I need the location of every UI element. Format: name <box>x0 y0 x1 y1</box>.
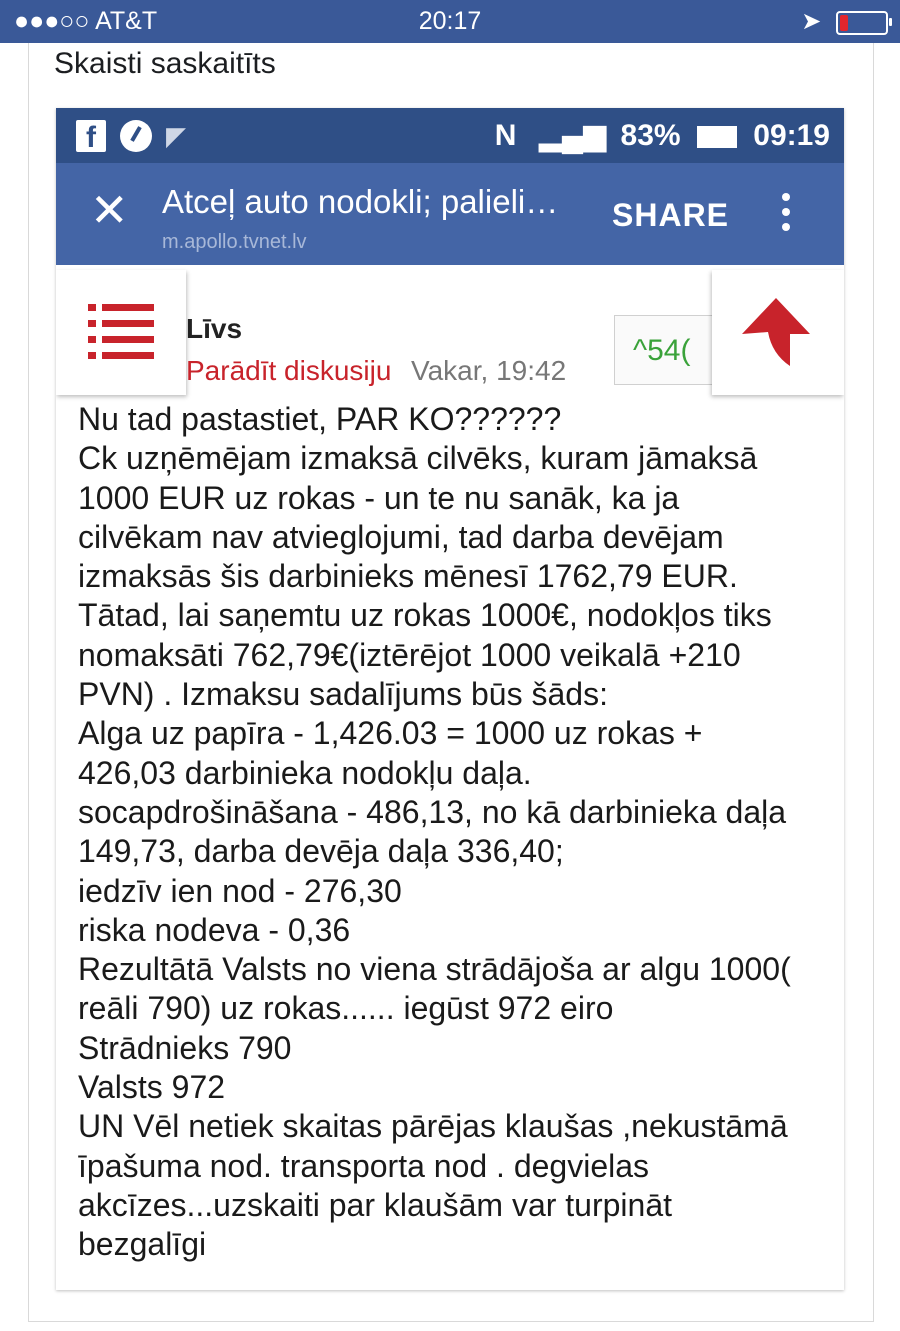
comment-line: Nu tad pastastiet, PAR KO?????? <box>78 401 562 437</box>
comment-line: Alga uz papīra - 1,426.03 = 1000 uz rokas + <box>78 715 703 752</box>
signal-icon: ▂▄▆ <box>538 119 607 152</box>
battery-icon <box>836 11 888 35</box>
arrow-up-icon <box>712 270 844 395</box>
android-status-bar <box>56 108 844 163</box>
browser-toolbar <box>56 163 844 265</box>
nfc-icon: N <box>494 119 517 152</box>
comment-line: Ck uzņēmējam izmaksā cilvēks, kuram jāmaksā <box>78 440 758 477</box>
comment-line: īpašuma nod. transporta nod . degvielas <box>78 1147 650 1184</box>
comment-line: Tātad, lai saņemtu uz rokas 1000€, nodokļos tiks <box>78 597 772 634</box>
more-options-icon[interactable] <box>782 193 790 238</box>
android-clock: 09:19 <box>753 119 830 152</box>
battery-percent: 83% <box>620 119 681 152</box>
comment-line: 426,03 darbinieka nodokļu daļa. <box>78 754 532 791</box>
close-icon[interactable]: ✕ <box>90 184 129 236</box>
page-title: Atceļ auto nodokli; palieli… <box>162 183 559 220</box>
comment-timestamp: Vakar, 19:42 <box>411 355 567 386</box>
page-url: m.apollo.tvnet.lv <box>162 231 307 253</box>
comment-line: akcīzes...uzskaiti par klaušām var turpināt <box>78 1186 673 1223</box>
clock: 20:17 <box>418 7 482 35</box>
comment-line: 149,73, darba devēja daļa 336,40; <box>78 833 564 870</box>
comment-line: cilvēkam nav atvieglojumi, tad darba devējam <box>78 518 724 555</box>
comment-line: 1000 EUR uz rokas - un te nu sanāk, ka ja <box>78 479 680 516</box>
location-arrow-icon: ➤ <box>801 8 822 35</box>
share-button[interactable]: SHARE <box>612 197 730 233</box>
comment-line: socapdrošināšana - 486,13, no kā darbinieka daļa <box>78 793 787 830</box>
comment-body <box>78 400 838 1265</box>
comment-line: UN Vēl netiek skaitas pārējas klaušas ,nekustāmā <box>78 1108 788 1145</box>
comment-line: bezgalīgi <box>78 1226 207 1263</box>
show-discussion-link[interactable]: Parādīt diskusiju <box>186 355 392 386</box>
back-to-top-button[interactable] <box>712 270 844 395</box>
comment-line: izmaksās šis darbinieks mēnesī 1762,79 EUR. <box>78 558 738 595</box>
post-text: Skaisti saskaitīts <box>54 47 276 80</box>
comment-line: Valsts 972 <box>78 1069 226 1106</box>
comment-line: iedzīv ien nod - 276,30 <box>78 872 402 909</box>
attached-screenshot[interactable] <box>56 108 844 1290</box>
status-right <box>801 7 888 36</box>
comment-line: PVN) . Izmaksu sadalījums būs šāds: <box>78 676 608 713</box>
comment-line: Rezultātā Valsts no viena strādājoša ar algu 1000( <box>78 951 791 988</box>
comment-line: riska nodeva - 0,36 <box>78 911 351 948</box>
music-icon <box>120 120 152 152</box>
article-content <box>56 265 844 1290</box>
wifi-icon: ◤ <box>166 120 186 151</box>
battery-icon <box>697 126 737 148</box>
comment-line: nomaksāti 762,79€(iztērējot 1000 veikalā +210 <box>78 636 741 673</box>
menu-button[interactable] <box>56 270 186 395</box>
comment-line: reāli 790) uz rokas...... iegūst 972 eiro <box>78 990 614 1027</box>
comment-line: Strādnieks 790 <box>78 1029 292 1066</box>
comment-author[interactable]: Līvs <box>186 313 243 344</box>
upvote-button[interactable]: ^54( <box>614 315 724 385</box>
facebook-icon: f <box>76 120 106 152</box>
ios-status-bar <box>0 0 900 43</box>
carrier-label: ●●●○○ AT&T <box>14 7 158 35</box>
